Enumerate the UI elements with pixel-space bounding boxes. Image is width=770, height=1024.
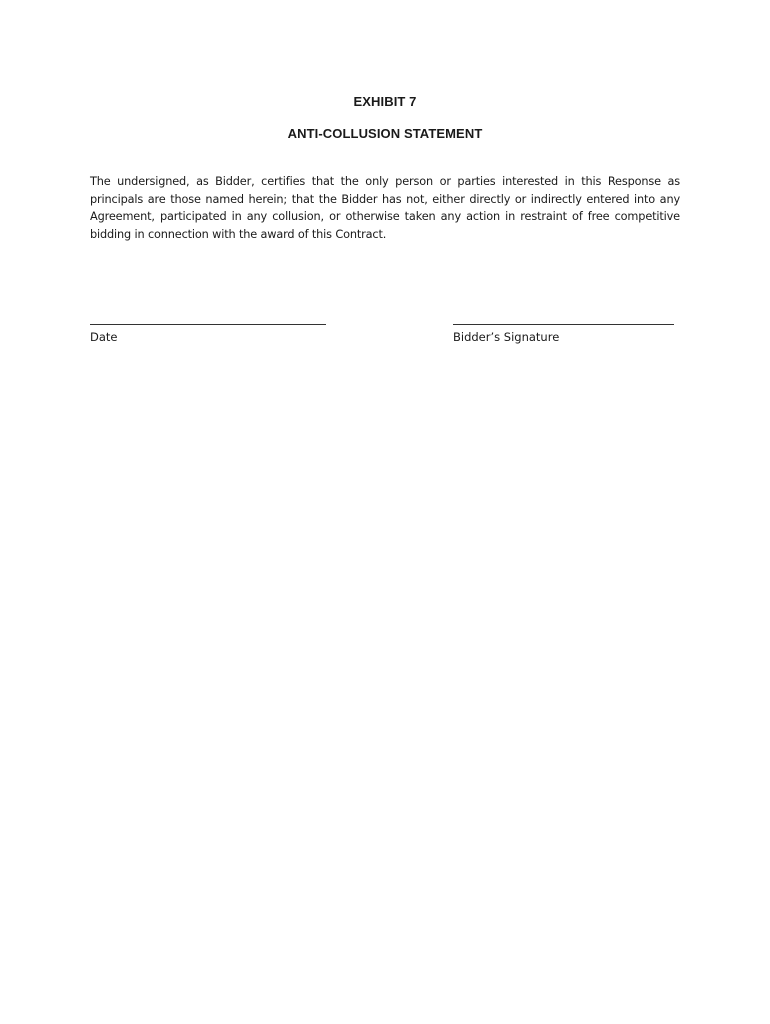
date-label: Date [90,330,118,344]
signature-line [453,324,674,325]
exhibit-title: EXHIBIT 7 [353,94,417,109]
signature-label: Bidder’s Signature [453,330,560,344]
statement-title: ANTI-COLLUSION STATEMENT [287,126,483,141]
statement-body: The undersigned, as Bidder, certifies that the only person or parties interested in this Response as principals are those named herein; that the Bidder has not, either directly or indirectly entered into any Agreement, participated in any collusion, or otherwise taken any action in restraint of free competitive bidding in connection with the award of this Contract. [90,175,680,241]
date-line [90,324,326,325]
